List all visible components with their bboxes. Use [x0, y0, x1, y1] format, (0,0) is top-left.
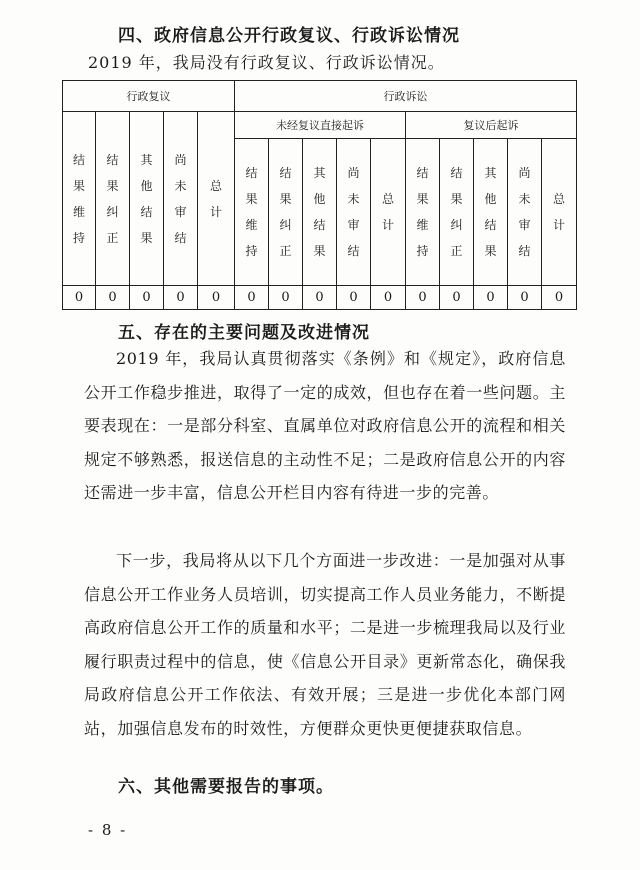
table-cell: 0 [269, 286, 303, 310]
direct-col-corrected: 结果纠正 [269, 139, 303, 286]
section4-intro: 2019 年，我局没有行政复议、行政诉讼情况。 [88, 53, 445, 72]
review-col-other: 其他结果 [130, 112, 164, 286]
table-cell: 0 [474, 286, 508, 310]
review-col-corrected: 结果纠正 [96, 112, 130, 286]
direct-col-other: 其他结果 [303, 139, 337, 286]
table-cell: 0 [63, 286, 96, 310]
review-col-total: 总计 [198, 112, 235, 286]
table-cell: 0 [96, 286, 130, 310]
paragraph-improvements-text: 下一步，我局将从以下几个方面进一步改进：一是加强对从事信息公开工作业务人员培训，切实提高工作人员业务能力，不断提高政府信息公开工作的质量和水平；二是进一步梳理我局以及行业履行职责过程中的信息，使《信息公开目录》更新常态化，确保我局政府信息公开工作依法、有效开展；三是进一步优化本部门网站，加强信息发布的时效性，方便群众更快更便捷获取信息。 [84, 551, 566, 738]
section5-heading: 五、存在的主要问题及改进情况 [118, 323, 370, 343]
after-col-other: 其他结果 [474, 139, 508, 286]
table-cell: 0 [130, 286, 164, 310]
table-cell: 0 [440, 286, 474, 310]
after-col-maintained: 结果维持 [406, 139, 440, 286]
direct-col-pending: 尚未审结 [337, 139, 371, 286]
after-review-header: 复议后起诉 [406, 112, 577, 139]
paragraph-improvements [84, 544, 566, 745]
table-cell: 0 [235, 286, 269, 310]
review-col-maintained: 结果维持 [63, 112, 96, 286]
page-number: - 8 - [88, 821, 128, 839]
section4-heading: 四、政府信息公开行政复议、行政诉讼情况 [118, 26, 460, 46]
direct-col-total: 总计 [371, 139, 406, 286]
table-values-row [63, 286, 577, 310]
after-col-pending: 尚未审结 [508, 139, 542, 286]
table-cell: 0 [508, 286, 542, 310]
paragraph-problems-text: 2019 年，我局认真贯彻落实《条例》和《规定》，政府信息公开工作稳步推进，取得了一定的成效，但也存在着一些问题。主要表现在：一是部分科室、直属单位对政府信息公开的流程和相关规定不够熟悉，报送信息的主动性不足；二是政府信息公开的内容还需进一步丰富，信息公开栏目内容有待进一步的完善。 [84, 349, 566, 502]
section6-heading: 六、其他需要报告的事项。 [118, 777, 334, 797]
table-cell: 0 [542, 286, 577, 310]
paragraph-problems [84, 342, 566, 510]
table-cell: 0 [164, 286, 198, 310]
table-cell: 0 [198, 286, 235, 310]
direct-suit-header: 未经复议直接起诉 [235, 112, 406, 139]
after-col-corrected: 结果纠正 [440, 139, 474, 286]
litigation-header: 行政诉讼 [235, 81, 577, 112]
table-cell: 0 [406, 286, 440, 310]
review-header: 行政复议 [63, 81, 235, 112]
review-litigation-table [62, 80, 577, 310]
table-cell: 0 [303, 286, 337, 310]
review-col-pending: 尚未审结 [164, 112, 198, 286]
after-col-total: 总计 [542, 139, 577, 286]
direct-col-maintained: 结果维持 [235, 139, 269, 286]
table-cell: 0 [337, 286, 371, 310]
table-cell: 0 [371, 286, 406, 310]
